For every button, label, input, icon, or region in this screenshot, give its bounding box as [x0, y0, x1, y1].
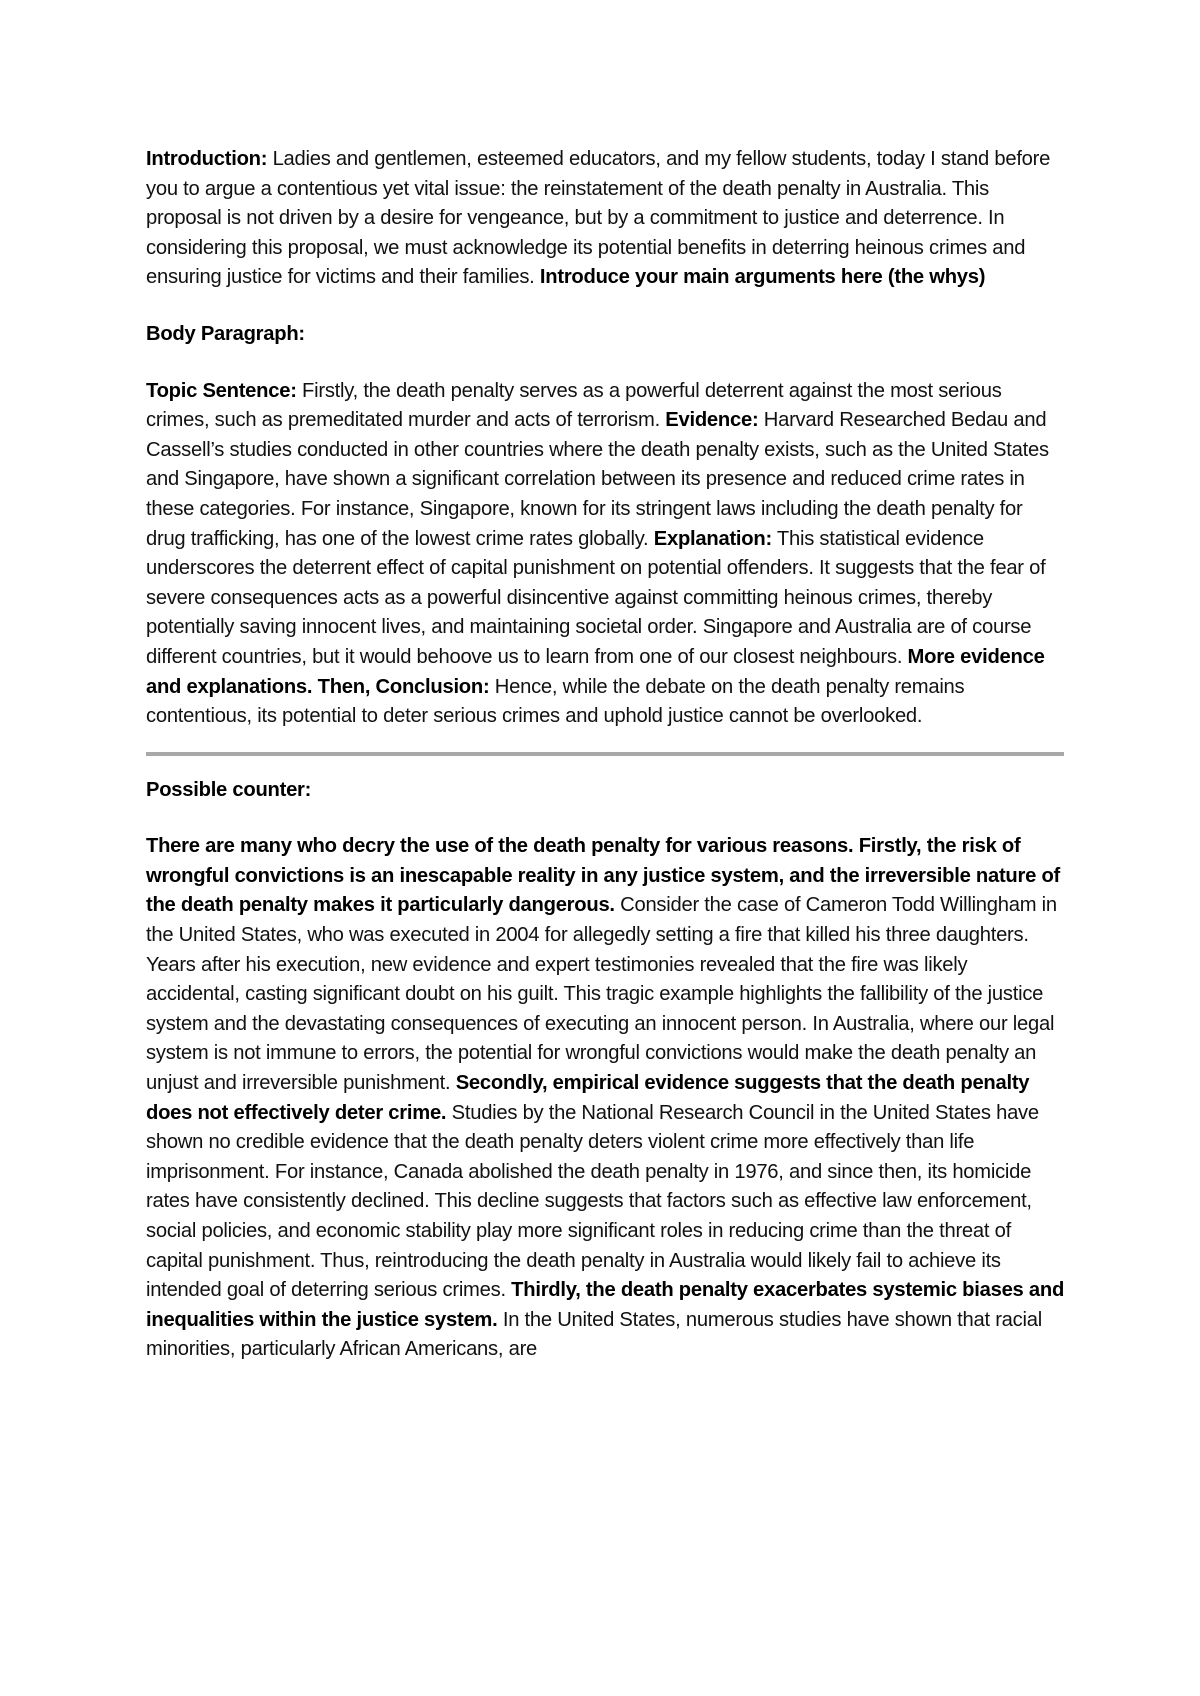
- paragraph-spacer: [146, 805, 1066, 832]
- body-paragraph: [146, 377, 1066, 732]
- possible-counter-heading: Possible counter:: [146, 778, 312, 801]
- explanation-text: This statistical evidence underscores the deterrent effect of capital punishment on potential offenders. It suggests that the fear of severe consequences acts as a powerful disincentive against committing heinous crimes, thereby potentially saving innocent lives, and maintaining societal order. Singapore and Australia are of course different countries, but it would behoove us to learn from one of our closest neighbours.: [146, 527, 1046, 668]
- document-body: [146, 145, 1066, 1365]
- introduction-label: Introduction:: [146, 148, 268, 170]
- counter-text-2: Studies by the National Research Council in the United States have shown no credible evidence that the death penalty deters violent crime more effectively than life imprisonment. For instance, Canada abolished the death penalty in 1976, and since then, its homicide rates have consistently declined. This decline suggests that factors such as effective law enforcement, social policies, and economic stability play more significant roles in reducing crime than the threat of capital punishment. Thus, reintroducing the death penalty in Australia would likely fail to achieve its intended goal of deterring serious crimes.: [146, 1101, 1039, 1302]
- counter-claim-1: There are many who decry the use of the death penalty for various reasons. Firstly, the risk of wrongful convictions is an inescapable reality in any justice system, and the irreversible nature of the death penalty makes it particularly dangerous.: [146, 835, 1061, 917]
- horizontal-rule: [146, 752, 1064, 756]
- paragraph-spacer: [146, 350, 1066, 377]
- evidence-label: Evidence:: [665, 409, 759, 432]
- counter-paragraph: [146, 832, 1066, 1365]
- introduction-text: Ladies and gentlemen, esteemed educators, and my fellow students, today I stand before you to argue a contentious yet vital issue: the reinstatement of the death penalty in Australia. This proposal is not driven by a desire for vengeance, but by a commitment to justice and deterrence. In considering this proposal, we must acknowledge its potential benefits in deterring heinous crimes and ensuring justice for victims and their families.: [146, 148, 1051, 289]
- introduction-note: Introduce your main arguments here (the whys): [539, 266, 986, 289]
- counter-text-1: Consider the case of Cameron Todd Willingham in the United States, who was executed in 2004 for allegedly setting a fire that killed his three daughters. Years after his execution, new evidence and expert testimonies revealed that the fire was likely accidental, casting significant doubt on his guilt. This tragic example highlights the fallibility of the justice system and the devastating consequences of executing an innocent person. In Australia, where our legal system is not immune to errors, the potential for wrongful convictions would make the death penalty an unjust and irreversible punishment.: [146, 894, 1057, 1095]
- topic-sentence-label: Topic Sentence:: [146, 379, 297, 402]
- paragraph-spacer: [146, 293, 1066, 320]
- explanation-label: Explanation:: [653, 527, 772, 550]
- counter-claim-3: Thirdly, the death penalty exacerbates systemic biases and inequalities within the justice system.: [146, 1279, 1065, 1331]
- evidence-text: Harvard Researched Bedau and Cassell’s studies conducted in other countries where the death penalty exists, such as the United States and Singapore, have shown a significant correlation between its presence and reduced crime rates in these categories. For instance, Singapore, known for its stringent laws including the death penalty for drug trafficking, has one of the lowest crime rates globally.: [146, 409, 1049, 550]
- counter-text-3: In the United States, numerous studies have shown that racial minorities, particularly African Americans, are: [146, 1308, 1042, 1361]
- conclusion-text: Hence, while the debate on the death penalty remains contentious, its potential to deter serious crimes and uphold justice cannot be overlooked.: [146, 675, 965, 728]
- body-paragraph-heading: Body Paragraph:: [146, 322, 305, 345]
- introduction-paragraph: [146, 145, 1066, 293]
- counter-claim-2: Secondly, empirical evidence suggests that the death penalty does not effectively deter crime.: [146, 1072, 1030, 1124]
- conclusion-label: More evidence and explanations. Then, Conclusion:: [146, 645, 1045, 698]
- topic-sentence-text: Firstly, the death penalty serves as a powerful deterrent against the most serious crimes, such as premeditated murder and acts of terrorism.: [146, 379, 1002, 432]
